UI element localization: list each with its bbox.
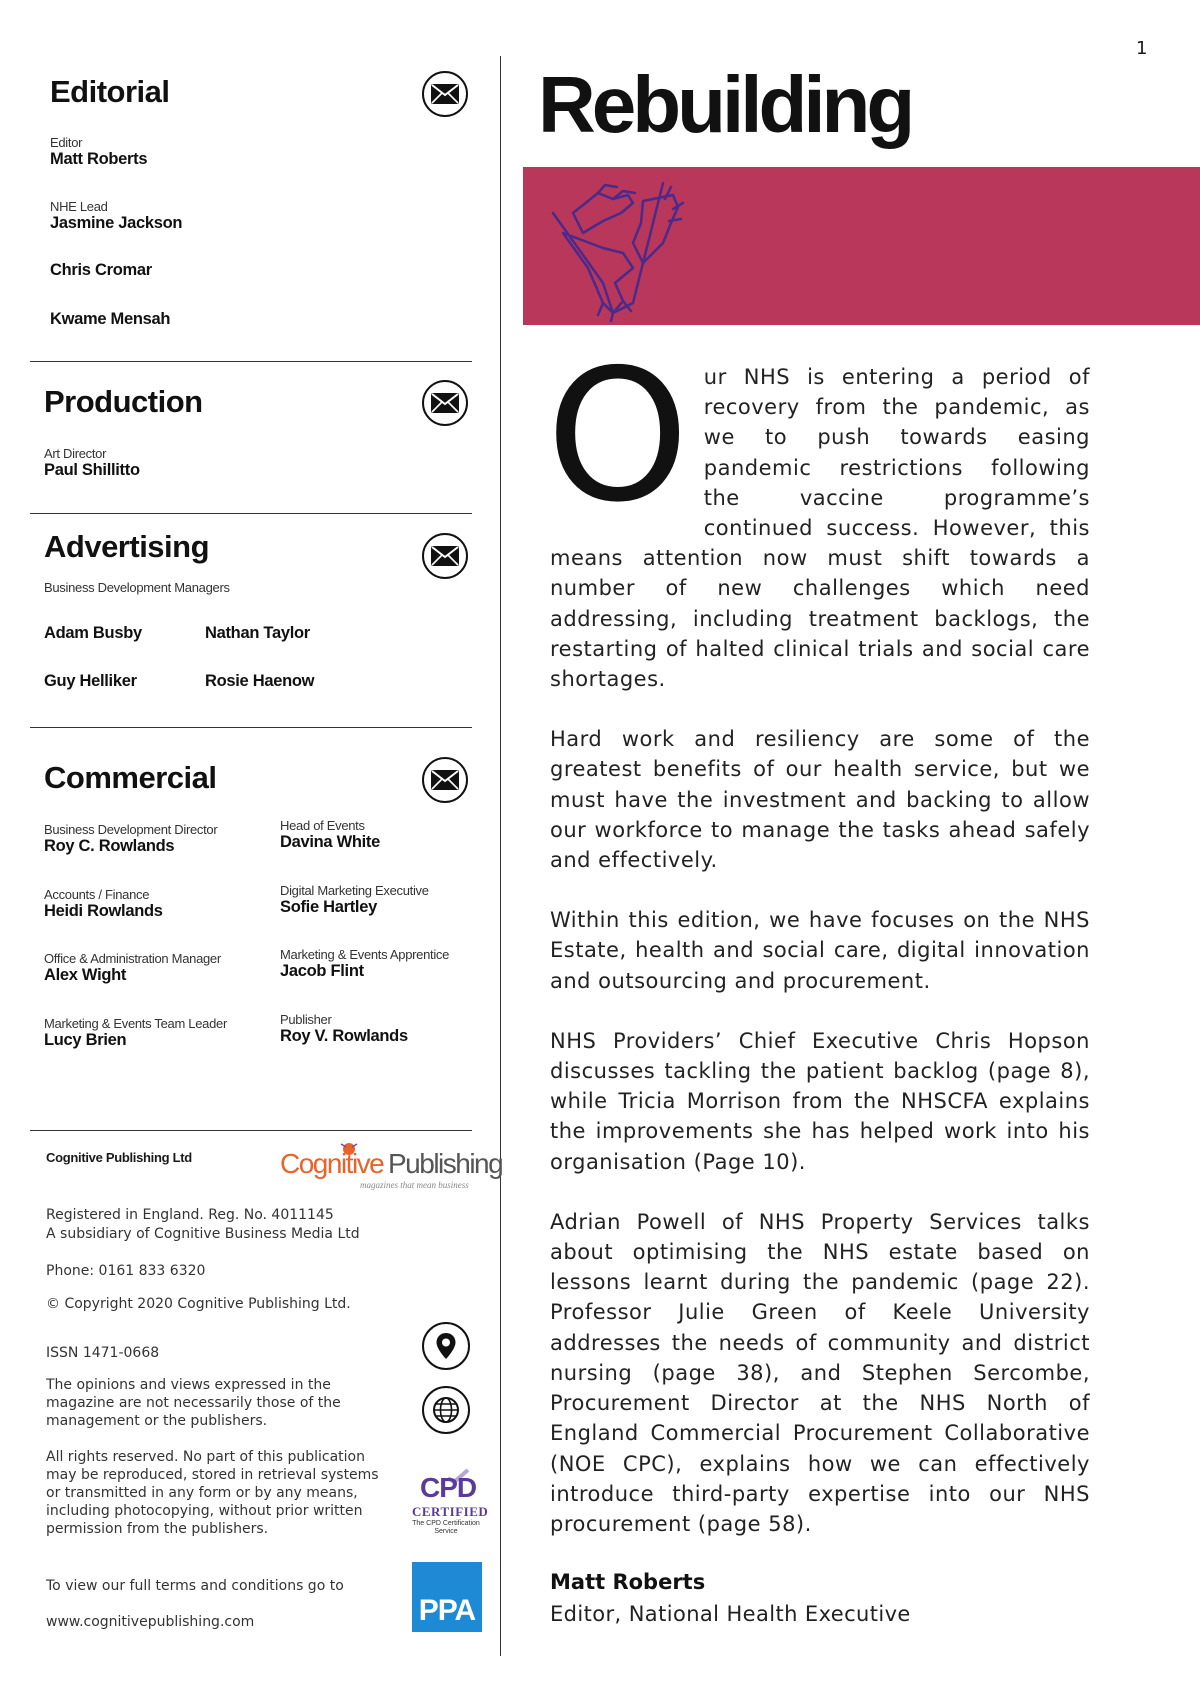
three-hands-icon (543, 173, 693, 323)
commercial-person (44, 1017, 227, 1049)
article-paragraph-3: Within this edition, we have focuses on the NHS Estate, health and social care, digital innovation and outsourcing and procurement. (550, 908, 1090, 993)
person-role: Marketing & Events Team Leader (44, 1016, 227, 1031)
advertising-email-icon[interactable] (422, 533, 468, 579)
production-title: Production (44, 384, 203, 419)
lead-name: Jasmine Jackson (50, 214, 183, 232)
commercial-person (280, 884, 429, 916)
commercial-person (280, 948, 449, 980)
logo-tagline: magazines that mean business (360, 1180, 469, 1190)
divider (30, 361, 472, 362)
advertising-name: Guy Helliker (44, 672, 137, 690)
production-email-icon[interactable] (422, 380, 468, 426)
ppa-label: PPA (418, 1594, 476, 1627)
editor-role: Editor (50, 135, 83, 150)
registered-text: Registered in England. Reg. No. 4011145 (46, 1207, 334, 1223)
person-role: Marketing & Events Apprentice (280, 947, 450, 962)
globe-icon[interactable] (422, 1386, 470, 1434)
advertising-name: Rosie Haenow (205, 672, 315, 690)
editor-entry (50, 136, 147, 168)
art-director-name: Paul Shillitto (44, 461, 140, 479)
staff-name: Chris Cromar (50, 261, 152, 279)
editorial-email-icon[interactable] (422, 71, 468, 117)
person-name: Roy C. Rowlands (44, 837, 175, 855)
person-name: Davina White (280, 833, 381, 851)
divider (30, 513, 472, 514)
cpd-certified-label: CERTIFIED (412, 1504, 489, 1519)
advertising-subtitle: Business Development Managers (44, 580, 230, 595)
website-link[interactable]: www.cognitivepublishing.com (46, 1614, 255, 1630)
article-paragraph-2: Hard work and resiliency are some of the greatest benefits of our health service, but we must have the investment and backing to allow our workforce to manage the tasks ahead safely and effectively. (550, 727, 1090, 873)
article-headline: Rebuilding (538, 60, 912, 149)
subsidiary-text: A subsidiary of Cognitive Business Media Ltd (46, 1226, 360, 1242)
person-role: Head of Events (280, 818, 365, 833)
issn-text: ISSN 1471-0668 (46, 1345, 160, 1361)
article-paragraph-4: NHS Providers’ Chief Executive Chris Hopson discusses tackling the patient backlog (page 8), while Tricia Morrison from the NHSCFA explains the improvements she has helped work into his organisation (Page 10). (550, 1028, 1090, 1174)
staff-name: Kwame Mensah (50, 310, 171, 328)
advertising-name: Adam Busby (44, 624, 142, 642)
paragraph-text: ur NHS is entering a period of recovery from the pandemic, as we to push towards easing pandemic restrictions following the vaccine programme’s continued success. However, this means attention now must shift towards a number of new challenges which need addressing, including treatment backlogs, the restarting of halted clinical trials and social care shortages. (550, 365, 1090, 692)
art-director-role: Art Director (44, 446, 107, 461)
person-name: Heidi Rowlands (44, 902, 163, 920)
cognitive-publishing-logo (280, 1140, 503, 1196)
author-role: Editor, National Health Executive (550, 1602, 911, 1626)
person-name: Alex Wight (44, 966, 127, 984)
person-role: Publisher (280, 1012, 332, 1027)
copyright-text: © Copyright 2020 Cognitive Publishing Ltd. (46, 1296, 351, 1312)
phone-text: Phone: 0161 833 6320 (46, 1263, 206, 1279)
person-name: Jacob Flint (280, 962, 364, 980)
lead-entry (50, 200, 182, 232)
article-paragraph-5: Adrian Powell of NHS Property Services talks about optimising the NHS estate based on lessons learnt during the pandemic (page 22). Professor Julie Green of Keele University addresses the needs of community and district nursing (page 38), and Stephen Sercombe, Procurement Director at the NHS North of England Commercial Procurement Collaborative (NOE CPC), explains how we can effectively introduce third-party expertise into our NHS procurement (page 58). (550, 1209, 1090, 1536)
article-banner (523, 167, 1200, 325)
terms-text: To view our full terms and conditions go to (46, 1578, 344, 1594)
logo-word-cognitive: Cognitive (280, 1148, 384, 1179)
location-pin-icon[interactable] (422, 1322, 470, 1370)
opinions-text: The opinions and views expressed in the magazine are not necessarily those of the management or the publishers. (46, 1377, 341, 1429)
person-name: Sofie Hartley (280, 898, 377, 916)
person-role: Digital Marketing Executive (280, 883, 429, 898)
advertising-title: Advertising (44, 529, 210, 564)
person-role: Business Development Director (44, 822, 218, 837)
ppa-logo (412, 1562, 482, 1632)
cpd-service-label: The CPD Certification Service (412, 1520, 480, 1535)
article-body (546, 330, 1090, 1569)
cpd-certified-badge (406, 1468, 489, 1540)
divider (30, 1130, 472, 1131)
article-dropcap: O (546, 330, 690, 542)
lead-role: NHE Lead (50, 199, 108, 214)
editorial-title: Editorial (50, 74, 170, 109)
rights-text: All rights reserved. No part of this publication may be reproduced, stored in retrieval systems or transmitted in any form or by any means, including photocopying, without prior written permission from the publishers. (46, 1449, 379, 1537)
person-role: Office & Administration Manager (44, 951, 221, 966)
cpd-mark: CPD (420, 1472, 477, 1503)
person-name: Roy V. Rowlands (280, 1027, 408, 1045)
commercial-person (44, 888, 163, 920)
logo-word-publishing: Publishing (388, 1148, 503, 1179)
art-director-entry (44, 447, 140, 479)
person-name: Lucy Brien (44, 1031, 127, 1049)
commercial-person (44, 823, 217, 855)
advertising-name: Nathan Taylor (205, 624, 310, 642)
editor-name: Matt Roberts (50, 150, 148, 168)
commercial-email-icon[interactable] (422, 757, 468, 803)
company-name: Cognitive Publishing Ltd (46, 1150, 192, 1165)
page-number: 1 (1136, 38, 1148, 59)
article-paragraph-1 (546, 330, 1090, 694)
column-divider (500, 56, 501, 1656)
divider (30, 727, 472, 728)
commercial-title: Commercial (44, 760, 217, 795)
commercial-person (44, 952, 221, 984)
commercial-person (280, 1013, 408, 1045)
person-role: Accounts / Finance (44, 887, 150, 902)
author-name: Matt Roberts (550, 1570, 706, 1594)
commercial-person (280, 819, 380, 851)
